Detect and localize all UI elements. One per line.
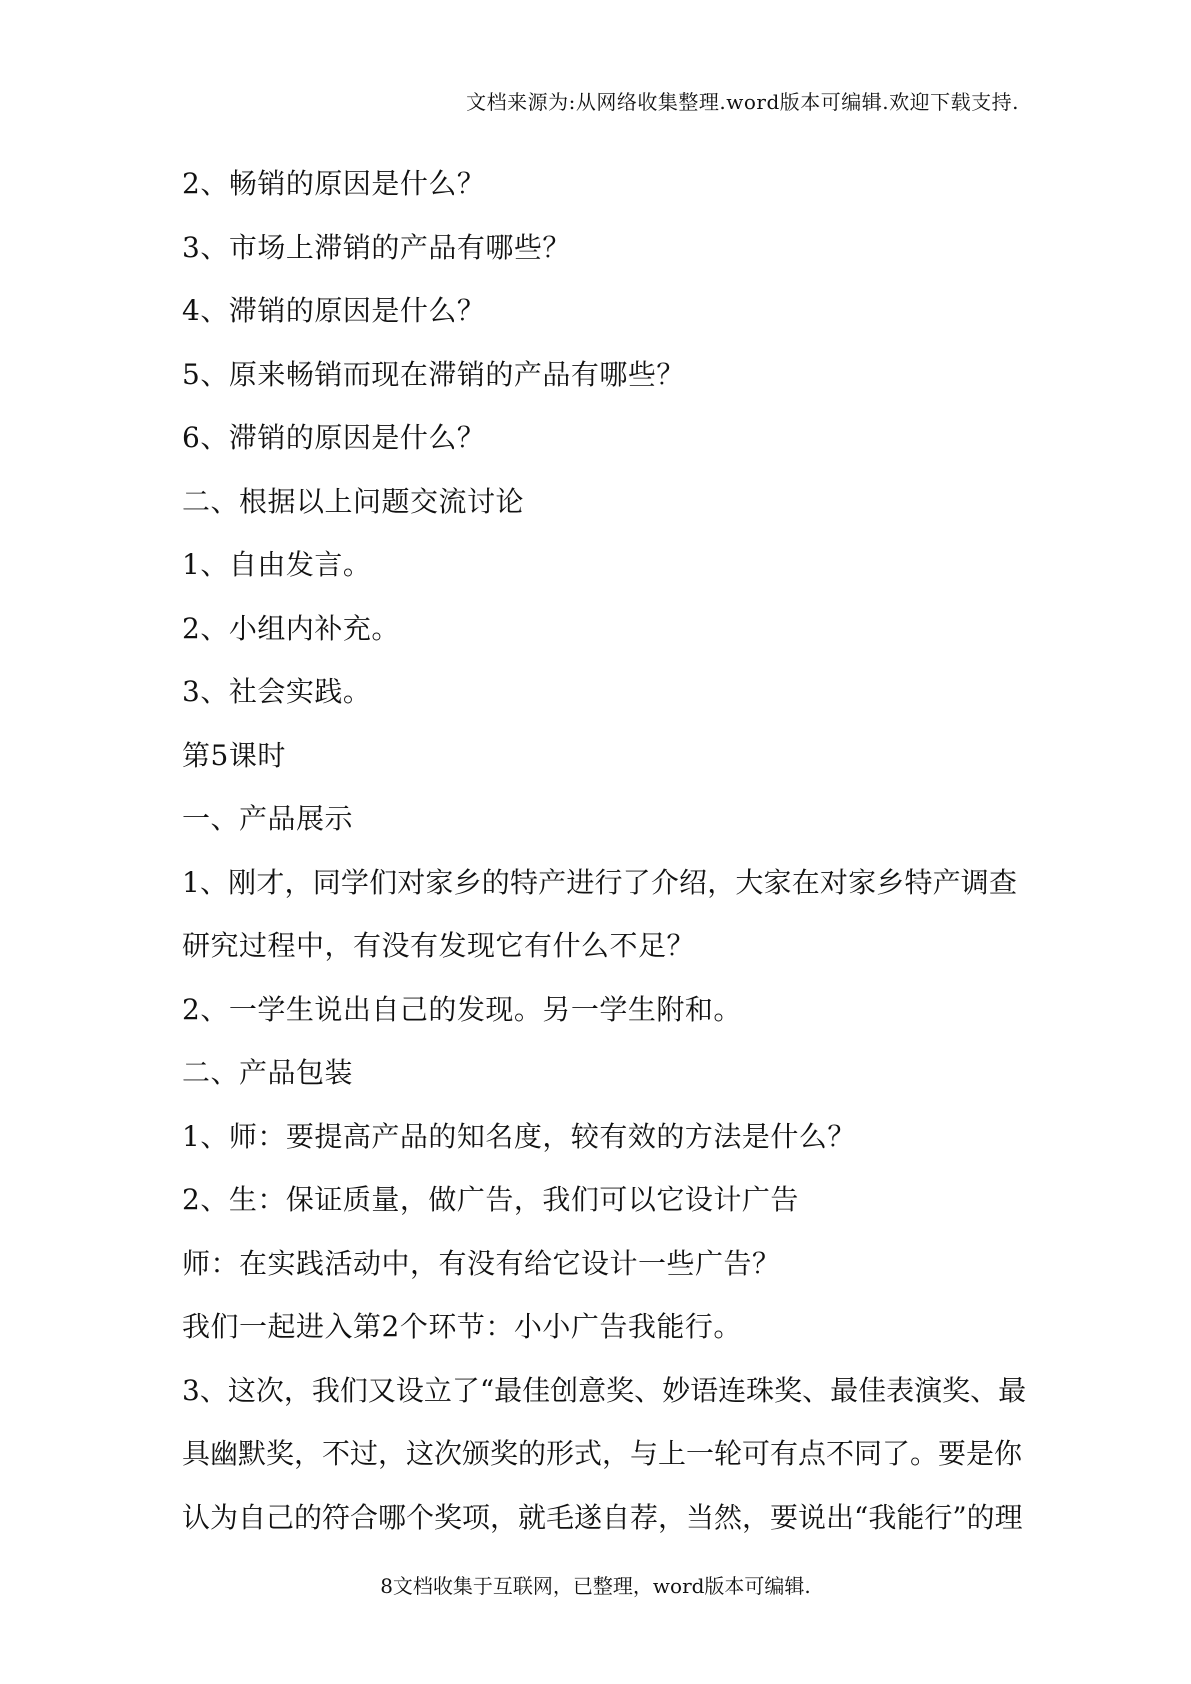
paragraph-line: 2、小组内补充。 bbox=[182, 611, 400, 645]
paragraph-line: 我们一起进入第2个环节：小小广告我能行。 bbox=[182, 1310, 742, 1343]
paragraph-line: 3、社会实践。 bbox=[182, 675, 372, 708]
paragraph-line: 2、生：保证质量，做广告，我们可以它设计广告 bbox=[182, 1183, 799, 1216]
paragraph-line: 3、这次，我们又设立了“最佳创意奖、妙语连珠奖、最佳表演奖、最 bbox=[182, 1373, 1027, 1407]
document-body bbox=[182, 152, 1027, 1549]
paragraph-line: 师：在实践活动中，有没有给它设计一些广告？ bbox=[182, 1246, 781, 1280]
paragraph-line: 1、刚才，同学们对家乡的特产进行了介绍，大家在对家乡特产调查 bbox=[182, 865, 1017, 899]
paragraph-line: 具幽默奖，不过，这次颁奖的形式，与上一轮可有点不同了。要是你 bbox=[182, 1437, 1023, 1470]
page-header: 文档来源为:从网络收集整理.word版本可编辑.欢迎下载支持. bbox=[466, 90, 1019, 114]
section-heading: 二、产品包装 bbox=[182, 1056, 354, 1089]
paragraph-line: 2、畅销的原因是什么？ bbox=[182, 167, 486, 200]
paragraph-line: 5、原来畅销而现在滞销的产品有哪些？ bbox=[182, 357, 685, 391]
paragraph-line: 认为自己的符合哪个奖项，就毛遂自荐，当然，要说出“我能行”的理 bbox=[182, 1500, 1023, 1534]
paragraph-line: 1、师：要提高产品的知名度，较有效的方法是什么？ bbox=[182, 1119, 856, 1153]
paragraph-line: 研究过程中，有没有发现它有什么不足？ bbox=[182, 929, 696, 962]
section-heading: 二、根据以上问题交流讨论 bbox=[182, 484, 525, 518]
paragraph-line: 4、滞销的原因是什么？ bbox=[182, 294, 486, 327]
paragraph-line: 6、滞销的原因是什么？ bbox=[182, 421, 486, 454]
lesson-heading: 第5课时 bbox=[182, 738, 286, 772]
paragraph-line: 3、市场上滞销的产品有哪些？ bbox=[182, 230, 571, 264]
paragraph-line: 2、一学生说出自己的发现。另一学生附和。 bbox=[182, 992, 742, 1026]
paragraph-line: 1、自由发言。 bbox=[182, 548, 372, 581]
page-footer: 8文档收集于互联网，已整理，word版本可编辑. bbox=[380, 1574, 811, 1598]
section-heading: 一、产品展示 bbox=[182, 802, 354, 835]
